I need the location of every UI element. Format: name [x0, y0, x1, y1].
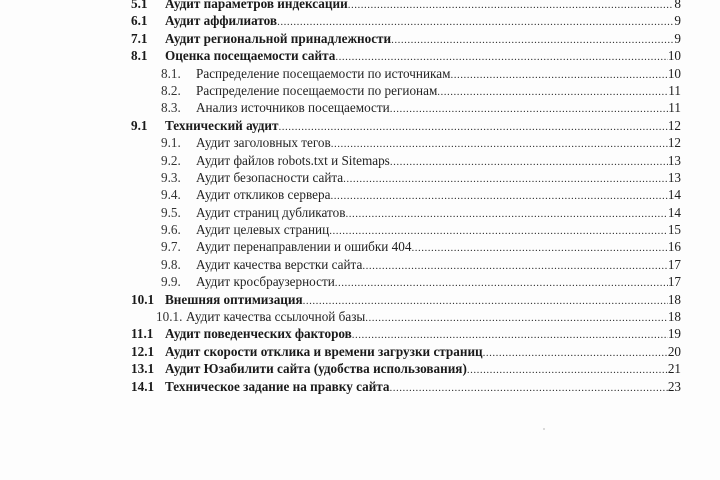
toc-entry[interactable] [131, 291, 681, 308]
toc-entry-number: 12.1 [131, 343, 155, 359]
toc-entry[interactable] [131, 30, 681, 47]
toc-entry-page: 10 [667, 65, 681, 81]
toc-subentry[interactable] [131, 152, 681, 169]
toc-entry-title: Аудит безопасности сайта [196, 169, 344, 185]
toc-subentry[interactable] [131, 238, 681, 255]
toc-entry-page: 11 [668, 82, 681, 98]
toc-subentry[interactable] [131, 221, 681, 238]
toc-entry-number: 5.1 [131, 0, 148, 11]
toc-subentry[interactable] [131, 256, 681, 273]
toc-entry-page: 14 [667, 187, 681, 203]
toc-entry-page: 11 [668, 100, 681, 116]
toc-entry-title: Аудит качества верстки сайта [196, 256, 363, 272]
toc-entry-number: 9.9. [161, 274, 181, 290]
toc-subentry[interactable] [131, 204, 681, 221]
toc-entry-number: 9.1. [161, 135, 181, 151]
toc-entry-number: 10.1 [131, 291, 155, 307]
toc-subentry[interactable] [131, 308, 681, 325]
toc-entry-title: Распределение посещаемости по источникам [196, 65, 451, 81]
toc-entry-title: Аудит файлов robots.txt и Sitemaps [196, 152, 390, 168]
toc-entry-number: 8.3. [161, 100, 181, 116]
toc-entry-page: 20 [667, 343, 681, 359]
toc-entry-number: 7.1 [131, 30, 148, 46]
toc-entry-page: 13 [667, 169, 681, 185]
toc-subentry[interactable] [131, 65, 681, 82]
toc-entry-number: 9.5. [161, 204, 181, 220]
toc-entry[interactable] [131, 360, 681, 377]
toc-entry-page: 14 [667, 204, 681, 220]
toc-entry[interactable] [131, 0, 681, 12]
toc-entry-title: Аудит страниц дубликатов [196, 204, 346, 220]
toc-entry-page: 18 [667, 309, 681, 325]
toc-entry-number: 14.1 [131, 378, 155, 394]
toc-entry-title: Аудит скорости отклика и времени загрузки страниц [165, 343, 483, 359]
toc-entry[interactable] [131, 378, 681, 395]
toc-subentry[interactable] [131, 82, 681, 99]
toc-entry-title: Аудит поведенческих факторов [165, 326, 352, 342]
toc-entry-page: 12 [667, 117, 681, 133]
toc-entry-title: Оценка посещаемости сайта [165, 48, 336, 64]
toc-entry-page: 10 [667, 48, 681, 64]
toc-entry-number: 8.2. [161, 82, 181, 98]
toc-entry-page: 21 [667, 361, 681, 377]
scan-speck [543, 428, 545, 430]
toc-entry[interactable] [131, 343, 681, 360]
toc-subentry[interactable] [131, 169, 681, 186]
toc-entry-title: Технический аудит [165, 117, 279, 133]
toc-entry-page: 16 [667, 239, 681, 255]
toc-entry-page: 12 [667, 135, 681, 151]
toc-entry-number: 13.1 [131, 361, 155, 377]
toc-entry-title: Распределение посещаемости по регионам [196, 82, 438, 98]
toc-entry-title: Аудит целевых страниц [196, 222, 330, 238]
toc-entry-title: Аудит заголовных тегов [196, 135, 331, 151]
toc-entry-page: 18 [667, 291, 681, 307]
toc-entry-number: 9.2. [161, 152, 181, 168]
toc-entry-page: 8 [674, 0, 681, 11]
toc-entry-page: 17 [667, 274, 681, 290]
toc-entry-page: 9 [674, 13, 681, 29]
toc-entry-page: 23 [667, 378, 681, 394]
toc-entry-number: 9.1 [131, 117, 148, 133]
toc-entry-title: Аудит параметров индексации [165, 0, 348, 11]
toc-entry-page: 15 [667, 222, 681, 238]
toc-entry-page: 13 [667, 152, 681, 168]
toc-entry-title: Аудит качества ссылочной базы [186, 309, 366, 325]
toc-entry-page: 9 [674, 30, 681, 46]
toc-entry-number: 6.1 [131, 13, 148, 29]
toc-entry-title: Аудит Юзабилити сайта (удобства использования) [165, 361, 467, 377]
toc-entry[interactable] [131, 12, 681, 29]
toc-entry-title: Техническое задание на правку сайта [165, 378, 390, 394]
toc-entry-title: Аудит перенаправлении и ошибки 404 [196, 239, 412, 255]
toc-entry-number: 8.1. [161, 65, 181, 81]
toc-entry-number: 9.4. [161, 187, 181, 203]
toc-entry-title: Аудит аффилиатов [165, 13, 278, 29]
toc-entry-title: Аудит кросбраузерности [196, 274, 335, 290]
toc-entry-title: Анализ источников посещаемости [196, 100, 390, 116]
toc-entry-number: 8.1 [131, 48, 148, 64]
toc-subentry[interactable] [131, 134, 681, 151]
toc-entry-title: Аудит региональной принадлежности [165, 30, 392, 46]
toc-entry-page: 19 [667, 326, 681, 342]
toc-entry[interactable] [131, 117, 681, 134]
toc-entry-number: 10.1. [156, 309, 183, 325]
toc-subentry[interactable] [131, 186, 681, 203]
toc-entry-number: 9.7. [161, 239, 181, 255]
dot-leader [390, 378, 668, 397]
table-of-contents [131, 0, 681, 395]
toc-entry[interactable] [131, 325, 681, 342]
toc-entry-number: 9.8. [161, 256, 181, 272]
toc-subentry[interactable] [131, 273, 681, 290]
toc-entry-number: 11.1 [131, 326, 154, 342]
toc-subentry[interactable] [131, 99, 681, 116]
toc-entry[interactable] [131, 47, 681, 64]
toc-entry-page: 17 [667, 256, 681, 272]
toc-entry-number: 9.6. [161, 222, 181, 238]
toc-entry-number: 9.3. [161, 169, 181, 185]
toc-entry-title: Внешняя оптимизация [165, 291, 303, 307]
toc-entry-title: Аудит откликов сервера [196, 187, 331, 203]
